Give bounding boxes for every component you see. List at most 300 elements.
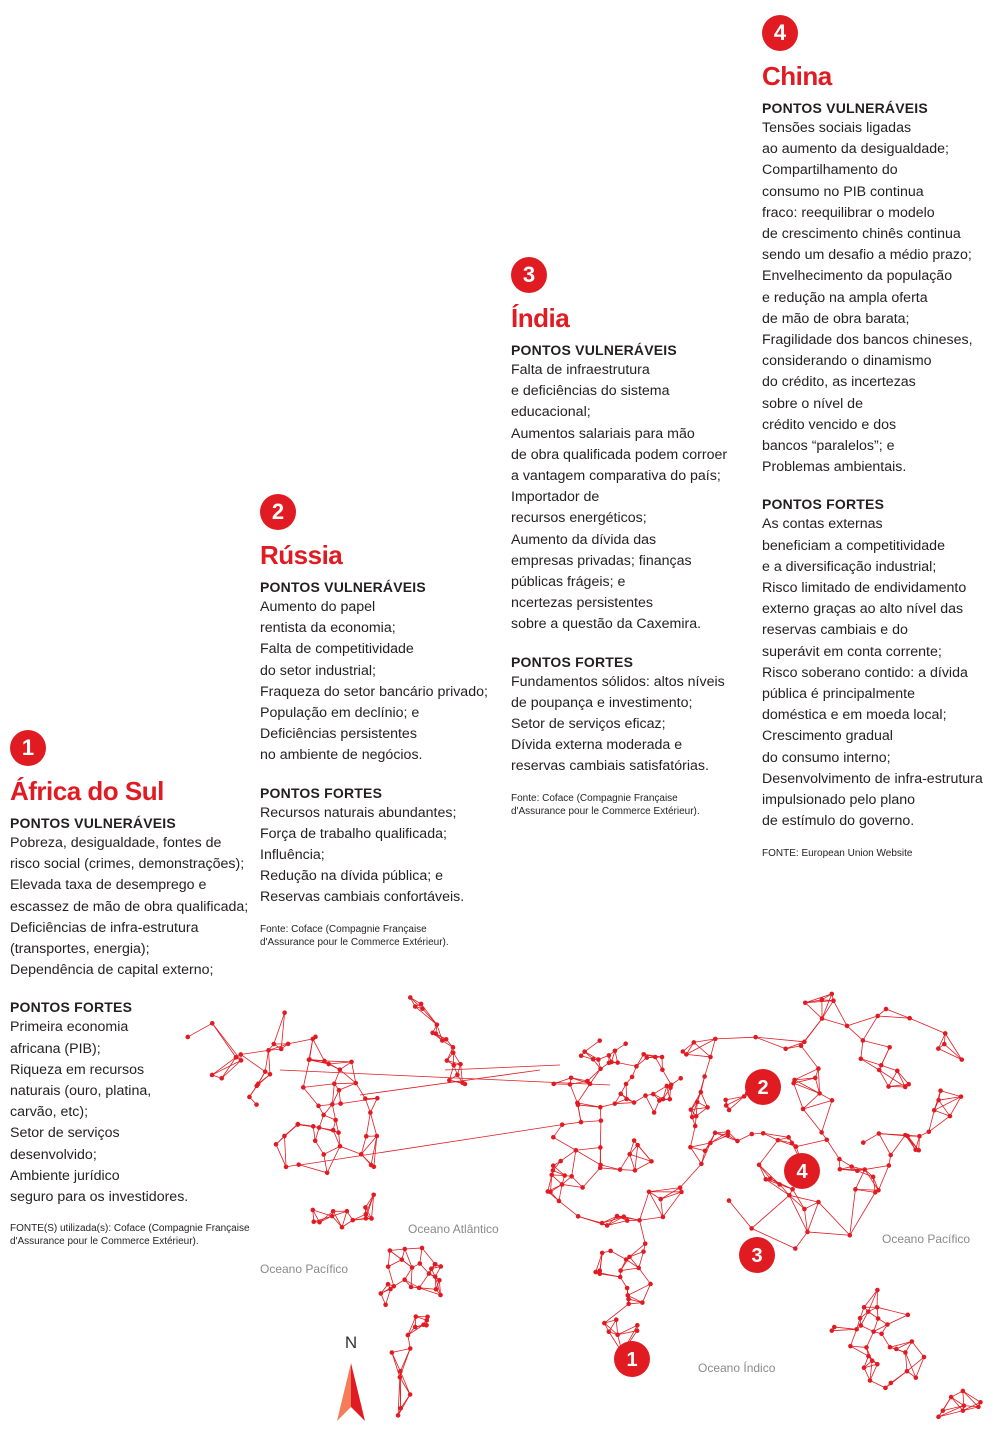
section-india: [511, 257, 727, 818]
network-node: [643, 1093, 648, 1098]
network-node: [413, 1325, 418, 1330]
weak-point-line: Falta de competitividade: [260, 641, 414, 658]
network-edge: [405, 1248, 422, 1249]
network-edge: [887, 1315, 907, 1325]
network-node: [813, 1076, 818, 1081]
country-title: Índia: [511, 303, 570, 333]
strong-point-line: doméstica e em moeda local;: [762, 707, 947, 724]
network-node: [569, 1076, 574, 1081]
marker-number: 4: [796, 1161, 808, 1183]
compass-north-label: N: [344, 1333, 358, 1352]
network-node: [351, 1218, 356, 1223]
network-node: [943, 1031, 948, 1036]
network-node: [417, 1286, 422, 1291]
network-node: [316, 1104, 321, 1109]
network-edge: [801, 1046, 818, 1069]
network-node: [690, 1115, 695, 1120]
network-node: [296, 1122, 301, 1127]
network-node: [922, 1355, 927, 1360]
network-node: [678, 1185, 683, 1190]
network-node: [600, 1251, 605, 1256]
network-node: [678, 1076, 683, 1081]
network-node: [596, 1057, 601, 1062]
network-node: [609, 1060, 614, 1065]
strong-point-line: do consumo interno;: [762, 749, 891, 766]
network-node: [618, 1275, 623, 1280]
source-line: d'Assurance pour le Commerce Extérieur).: [511, 805, 700, 817]
network-node: [668, 1097, 673, 1102]
ocean-label-pacific-west: Oceano Pacífico: [260, 1262, 349, 1276]
network-node: [286, 1042, 291, 1047]
network-node: [219, 1076, 224, 1081]
network-edge: [640, 1192, 649, 1221]
network-node: [630, 1075, 635, 1080]
network-edge: [649, 1192, 663, 1217]
network-edge: [756, 1037, 805, 1042]
network-node: [406, 1333, 411, 1338]
network-node: [864, 1345, 869, 1350]
network-node: [976, 1405, 981, 1410]
network-node: [637, 1218, 642, 1223]
network-edge: [222, 1060, 241, 1078]
network-edge: [640, 1220, 646, 1243]
network-edge: [941, 1091, 961, 1097]
weak-point-line: públicas frágeis; e: [511, 574, 626, 591]
network-node: [625, 1218, 630, 1223]
network-node: [551, 1135, 556, 1140]
network-node: [819, 1130, 824, 1135]
network-node: [607, 1053, 612, 1058]
network-edge: [340, 1146, 361, 1154]
network-node: [322, 1059, 327, 1064]
network-node: [627, 1152, 632, 1157]
network-node: [855, 1169, 860, 1174]
section-china: [762, 15, 983, 860]
marker-number: 3: [751, 1245, 763, 1267]
weak-point-line: Elevada taxa de desemprego e: [10, 877, 207, 894]
network-node: [451, 1050, 456, 1055]
strong-point-line: Força de trabalho qualificada;: [260, 825, 447, 842]
network-node: [917, 1134, 922, 1139]
network-node: [702, 1074, 707, 1079]
network-node: [861, 1038, 866, 1043]
network-edge: [570, 1084, 577, 1102]
network-node: [613, 1049, 618, 1054]
network-node: [861, 1140, 866, 1145]
network-node: [579, 1120, 584, 1125]
weak-point-line: Falta de infraestrutura: [511, 362, 650, 378]
network-node: [879, 1063, 884, 1068]
network-node: [427, 1271, 432, 1276]
network-node: [903, 1350, 908, 1355]
network-edge: [794, 1083, 820, 1093]
source-note: [260, 923, 488, 949]
network-node: [669, 1082, 674, 1087]
network-node: [363, 1212, 368, 1217]
network-node: [321, 1113, 326, 1118]
network-node: [829, 992, 834, 997]
network-node: [600, 1221, 605, 1226]
network-node: [254, 1102, 259, 1107]
weak-point-line: a vantagem comparativa do país;: [511, 468, 721, 485]
network-node: [408, 995, 413, 1000]
network-node: [790, 1187, 795, 1192]
network-node: [551, 1082, 556, 1087]
world-network-map: [0, 975, 1000, 1450]
network-node: [862, 1305, 867, 1310]
network-edge: [303, 1059, 309, 1087]
network-edge: [600, 1121, 601, 1148]
network-edge: [796, 1140, 827, 1147]
network-node: [761, 1131, 766, 1136]
network-node: [708, 1141, 713, 1146]
network-node: [871, 1175, 876, 1180]
network-node: [383, 1302, 388, 1307]
map-marker-china: [784, 1153, 820, 1189]
source-line: FONTE: European Union Website: [762, 847, 913, 859]
network-node: [653, 1055, 658, 1060]
weak-point-line: risco social (crimes, demonstrações);: [10, 856, 245, 873]
network-node: [941, 1408, 946, 1413]
strong-point-line: Risco limitado de endividamento: [762, 580, 967, 597]
network-node: [378, 1291, 383, 1296]
network-edge: [370, 1113, 376, 1136]
network-edge: [288, 1039, 313, 1044]
network-edge: [370, 1098, 377, 1112]
network-edge: [400, 1377, 410, 1394]
network-node: [410, 1265, 415, 1270]
network-edge: [635, 1161, 652, 1170]
network-node: [885, 1322, 890, 1327]
network-node: [713, 1131, 718, 1136]
network-node: [816, 1066, 821, 1071]
network-edge: [276, 1144, 286, 1167]
network-node: [614, 1317, 619, 1322]
network-node: [916, 1148, 921, 1153]
network-node: [455, 1073, 460, 1078]
network-node: [645, 1055, 650, 1060]
network-node: [688, 1145, 693, 1150]
compass-needle-left: [337, 1363, 351, 1421]
network-node: [959, 1094, 964, 1099]
network-node: [463, 1082, 468, 1087]
source-line: FONTE(S) utilizada(s): Coface (Compagnie Française: [10, 1223, 250, 1235]
network-edge: [341, 1098, 378, 1103]
network-edge: [324, 1154, 327, 1172]
weak-point-line: Deficiências de infra-estrutura: [10, 919, 199, 936]
network-node: [311, 1124, 316, 1129]
network-node: [624, 1082, 629, 1087]
network-edge: [863, 1040, 890, 1047]
network-node: [830, 1328, 835, 1333]
network-node: [634, 1064, 639, 1069]
network-node: [311, 1208, 316, 1213]
network-node: [633, 1168, 638, 1173]
network-node: [845, 1024, 850, 1029]
strong-point-line: Fundamentos sólidos: altos níveis: [511, 673, 725, 690]
network-node: [618, 1092, 623, 1097]
strong-point-line: Redução na dívida pública; e: [260, 868, 443, 885]
network-node: [597, 1268, 602, 1273]
network-node: [576, 1214, 581, 1219]
strong-points-heading: PONTOS FORTES: [762, 496, 885, 513]
network-edge: [795, 1232, 807, 1249]
network-node: [866, 1354, 871, 1359]
network-edge: [618, 1331, 637, 1335]
network-edge: [850, 1189, 856, 1235]
network-node: [413, 1004, 418, 1009]
network-edge: [847, 1016, 878, 1026]
network-node: [660, 1055, 665, 1060]
network-node: [875, 1362, 880, 1367]
network-edge: [640, 1217, 663, 1220]
network-edge: [789, 1195, 818, 1202]
network-edge: [729, 1201, 752, 1229]
network-node: [386, 1282, 391, 1287]
network-edge: [553, 1125, 562, 1138]
network-node: [727, 1198, 732, 1203]
network-edge: [807, 1232, 849, 1235]
country-title: Rússia: [260, 540, 343, 570]
network-node: [906, 1082, 911, 1087]
network-node: [622, 1214, 627, 1219]
strong-point-line: Reservas cambiais confortáveis.: [260, 889, 465, 906]
network-node: [875, 1305, 880, 1310]
ocean-label-atlantic: Oceano Atlântico: [408, 1222, 499, 1236]
network-node: [684, 1052, 689, 1057]
network-node: [414, 1314, 419, 1319]
network-edge: [559, 1201, 578, 1216]
network-node: [420, 1006, 425, 1011]
network-node: [615, 1214, 620, 1219]
network-node: [862, 1167, 867, 1172]
weak-point-line: sobre a questão da Caxemira.: [511, 616, 702, 633]
network-node: [569, 1174, 574, 1179]
network-edge: [386, 1289, 391, 1305]
network-node: [317, 1125, 322, 1130]
network-node: [340, 1225, 345, 1230]
network-edge: [759, 1140, 778, 1165]
network-edge: [827, 1140, 840, 1159]
network-edge: [284, 1136, 286, 1167]
network-edge: [324, 1061, 339, 1070]
compass-needle-right: [351, 1363, 365, 1421]
strong-points-heading: PONTOS FORTES: [260, 784, 383, 801]
network-node: [562, 1173, 567, 1178]
network-edge: [850, 1329, 856, 1346]
network-node: [615, 1332, 620, 1337]
network-node: [887, 1045, 892, 1050]
network-edge: [715, 1037, 755, 1039]
network-node: [430, 1031, 435, 1036]
network-node: [847, 1233, 852, 1238]
network-node: [400, 1257, 405, 1262]
network-edge: [805, 1003, 822, 1019]
network-edge: [881, 1065, 897, 1071]
network-edge: [415, 1007, 437, 1025]
network-node: [274, 1142, 279, 1147]
weak-point-line: ncertezas persistentes: [511, 595, 653, 612]
network-edge: [834, 1327, 856, 1329]
network-edge: [662, 1070, 671, 1085]
network-node: [635, 1328, 640, 1333]
network-node: [605, 1223, 610, 1228]
weak-point-line: Tensões sociais ligadas: [762, 120, 912, 136]
network-edge: [366, 1113, 370, 1137]
network-node: [272, 1042, 277, 1047]
network-node: [905, 1369, 910, 1374]
network-node: [607, 1329, 612, 1334]
network-node: [699, 1090, 704, 1095]
network-node: [210, 1021, 215, 1026]
network-node: [632, 1100, 637, 1105]
network-node: [632, 1138, 637, 1143]
network-node: [938, 1088, 943, 1093]
network-node: [313, 1035, 318, 1040]
weak-point-line: bancos “paralelos”; e: [762, 438, 895, 455]
network-edge: [559, 1184, 562, 1201]
network-node: [661, 1215, 666, 1220]
network-node: [693, 1124, 698, 1129]
network-node: [853, 1187, 858, 1192]
network-node: [398, 1375, 403, 1380]
network-node: [820, 1016, 825, 1021]
network-node: [330, 1102, 335, 1107]
weak-point-line: Aumento do papel: [260, 599, 376, 615]
network-node: [877, 1068, 882, 1073]
network-edge: [877, 1307, 908, 1315]
network-node: [858, 1316, 863, 1321]
network-node: [820, 998, 825, 1003]
network-node: [437, 1278, 442, 1283]
network-node: [551, 1168, 556, 1173]
network-node: [648, 1282, 653, 1287]
strong-point-line: e a diversificação industrial;: [762, 558, 937, 575]
strong-point-line: Dívida externa moderada e: [511, 737, 683, 754]
network-edge: [630, 1154, 635, 1170]
network-node: [907, 1016, 912, 1021]
map-marker-india: [739, 1237, 775, 1273]
network-node: [363, 1096, 368, 1101]
network-node: [641, 1249, 646, 1254]
network-edge: [212, 1023, 241, 1060]
network-node: [695, 1100, 700, 1105]
network-edge: [885, 1371, 907, 1388]
network-node: [849, 1164, 854, 1169]
network-edge: [866, 1332, 873, 1348]
network-node: [802, 1207, 807, 1212]
network-node: [624, 1097, 629, 1102]
network-node: [799, 1043, 804, 1048]
network-edge: [865, 1165, 889, 1169]
network-node: [301, 1085, 306, 1090]
network-node: [313, 1138, 318, 1143]
network-node: [692, 1040, 697, 1045]
network-edge: [804, 1019, 822, 1042]
network-edge: [576, 1147, 601, 1150]
network-node: [598, 1105, 603, 1110]
network-node: [279, 1047, 284, 1052]
network-node: [708, 1055, 713, 1060]
network-node: [913, 1375, 918, 1380]
strong-point-line: Influência;: [260, 847, 325, 864]
network-node: [409, 1285, 414, 1290]
weak-point-line: Importador de: [511, 489, 600, 506]
network-edge: [269, 1050, 270, 1074]
network-node: [421, 1322, 426, 1327]
weak-point-line: ao aumento da desigualdade;: [762, 141, 949, 158]
network-edge: [912, 1341, 924, 1357]
strong-point-line: carvão, etc);: [10, 1104, 89, 1121]
network-node: [296, 1162, 301, 1167]
weak-point-line: (transportes, energia);: [10, 941, 150, 958]
ocean-label-pacific-east: Oceano Pacífico: [882, 1232, 971, 1246]
network-edge: [879, 1070, 888, 1087]
network-node: [402, 1247, 407, 1252]
network-node: [284, 1165, 289, 1170]
network-node: [635, 1143, 640, 1148]
source-line: d'Assurance pour le Commerce Extérieur).: [10, 1236, 199, 1248]
network-edge: [680, 1164, 701, 1188]
network-edge: [587, 1069, 600, 1081]
weak-point-line: de obra qualificada podem corroer: [511, 446, 728, 463]
network-edge: [212, 1057, 236, 1075]
network-node: [325, 1171, 330, 1176]
network-edge: [212, 1060, 241, 1075]
weak-point-line: Pobreza, desigualdade, fontes de: [10, 835, 222, 851]
network-node: [817, 1091, 822, 1096]
network-node: [392, 1284, 397, 1289]
network-node: [398, 1369, 403, 1374]
network-node: [568, 1082, 573, 1087]
network-edge: [420, 1248, 422, 1264]
network-edge: [324, 1146, 340, 1154]
weak-point-line: de crescimento chinês continua: [762, 226, 961, 243]
weak-points-heading: PONTOS VULNERÁVEIS: [762, 100, 928, 116]
network-node: [936, 1046, 941, 1051]
marker-number: 1: [626, 1349, 638, 1371]
network-edge: [553, 1137, 576, 1150]
network-edge: [686, 1054, 710, 1057]
network-edge: [280, 1070, 610, 1085]
network-node: [618, 1167, 623, 1172]
network-edge: [604, 1323, 617, 1335]
network-node: [793, 1246, 798, 1251]
strong-point-line: de estímulo do governo.: [762, 813, 915, 830]
weak-point-line: rentista da economia;: [260, 620, 396, 637]
network-node: [418, 1261, 423, 1266]
network-edge: [585, 1041, 600, 1052]
network-node: [888, 1345, 893, 1350]
network-edge: [794, 1083, 803, 1109]
network-node: [580, 1185, 585, 1190]
network-node: [349, 1060, 354, 1065]
network-node: [425, 1314, 430, 1319]
network-node: [576, 1103, 581, 1108]
network-node: [247, 1095, 252, 1100]
weak-point-line: Problemas ambientais.: [762, 459, 907, 476]
network-node: [608, 1249, 613, 1254]
network-node: [870, 1358, 875, 1363]
network-node: [888, 1381, 893, 1386]
country-title: China: [762, 61, 832, 91]
network-edge: [620, 1154, 630, 1169]
network-node: [726, 1130, 731, 1135]
network-node: [282, 1010, 287, 1015]
network-node: [282, 1134, 287, 1139]
network-edge: [752, 1195, 790, 1228]
network-node: [408, 1346, 413, 1351]
